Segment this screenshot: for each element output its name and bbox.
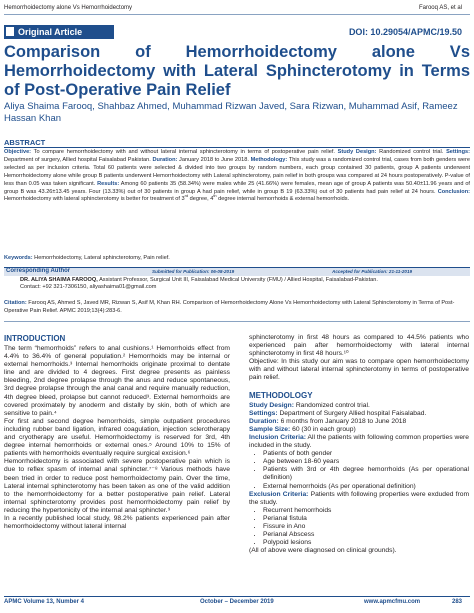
duration-label: Duration: xyxy=(152,156,178,163)
citation-divider xyxy=(4,321,470,322)
paper-title: Comparison of Hemorrhoidectomy alone Vs Hemorrhoidectomy with Lateral Sphincterotomy in Terms of Post-Operative Pain Relief xyxy=(4,43,470,99)
list-item: • Patients with 3rd or 4th degree hemorrhoids (As per operational definition) xyxy=(263,466,469,482)
methodology-heading: METHODOLOGY xyxy=(249,390,313,400)
methodology-text: This study was a randomized control trial, cases from both genders were selected as per inclusion criteria. Total 60 patients were selected & divided into two groups by random numbers, each group contained 30 patients, group A patients underwent Hemorrhoidectomy alone while group B patients underwent Hemorrhoidectomy with Lateral sphincterotomy, pain relief in both groups was compared at 24 hours postoperatively. P-value of less than 0.05 was taken significant. xyxy=(4,156,470,187)
design-label: Study Design: xyxy=(337,149,377,155)
methodology-label: Methodology: xyxy=(250,156,288,163)
running-header-left: Hemorrhoidectomy alone Vs Hemorrhoidectomy xyxy=(4,5,133,11)
citation-text: Farooq AS, Ahmed S, Javed MR, Rizwan S, Asif M, Khan RH. Comparison of Hemorrhoidectomy Alone Vs Hemorrhoidectomy with Lateral Sphincterotomy in Terms of Post-Operative Pain Relief. APMC 2019;13(4):283-6. xyxy=(4,300,455,314)
settings-line: Settings: Department of Surgery Allied hospital Faisalabad. xyxy=(249,409,427,417)
closing-note: (All of above were diagnosed on clinical grounds). xyxy=(249,547,397,555)
citation-block xyxy=(4,300,470,315)
inclusion-criteria-line: Inclusion Criteria: All the patients with following common properties were included in the study. xyxy=(249,433,469,450)
corresponding-author-label: Corresponding Author xyxy=(6,268,71,274)
sample-size-line: Sample Size: 60 (30 in each group) xyxy=(249,425,356,433)
list-item: • Perianal Abscess xyxy=(263,531,469,539)
submitted-date: Submitted for Publication: 06-08-2019 xyxy=(152,269,235,274)
objective-paragraph: Objective: In this study our aim was to compare open hemorrhoidectomy with and without lateral internal sphincterotomy in terms of postoperative pain relief. xyxy=(249,358,469,382)
article-type-label: Original Article xyxy=(18,27,83,37)
abstract-heading: ABSTRACT xyxy=(4,138,46,147)
duration-line: Duration: 6 months from January 2018 to June 2018 xyxy=(249,417,407,425)
duration-text: January 2018 to June 2018. xyxy=(179,156,249,163)
list-item: • External hemorrhoids (As per operational definition) xyxy=(263,483,469,491)
author-contact[interactable]: Contact: +92 321-7306150, aliyashaima01@gmail.com xyxy=(20,284,157,290)
intro-paragraph-2: For first and second degree hemorrhoids, simple outpatient procedures including rubber band ligation, infrared coagulation, injection sclerotherapy and cryotherapy are useful. Hemorrhoidectomy is reserved for 3rd, 4th degree internal hemorrhoids or external ones.⁵ Around 10% to 15% of patients with hemorrhoids eventually require surgical excision.⁶ xyxy=(4,417,230,458)
list-item: • Patients of both gender xyxy=(263,450,469,458)
abstract-body xyxy=(4,149,470,204)
keywords-line xyxy=(4,255,470,262)
conclusion-label: Conclusion: xyxy=(437,188,471,195)
list-item: • Recurrent hemorrhoids xyxy=(263,507,469,515)
exclusion-criteria-line: Exclusion Criteria: Patients with following properties were exduded from the study. xyxy=(249,490,470,506)
list-item: • Age between 18-60 years xyxy=(263,458,469,466)
footer-divider xyxy=(4,596,470,597)
conclusion-text: Hemorrhoidectomy with lateral sphincterotomy is better for treatment of 3rd degree, 4th degree internal hemorrhoids & external hemorrhoids. xyxy=(4,193,350,203)
running-header-right: Farooq AS, et al xyxy=(418,5,462,11)
doi-link[interactable]: DOI: 10.29054/APMC/19.50 xyxy=(348,27,462,37)
exclusion-list xyxy=(249,507,469,547)
list-item: • Fissure in Ano xyxy=(263,523,469,531)
design-text: Randomized control trial. xyxy=(379,149,444,155)
keywords-label: Keywords: xyxy=(4,255,33,261)
right-column xyxy=(249,334,469,555)
page-number: 283 xyxy=(451,599,462,605)
accepted-date: Accepted for Publication: 21-11-2019 xyxy=(332,269,413,274)
author-affiliation: Assistant Professor, Surgical Unit III, Faisalabad Medical University (FMU) / Allied Hospital, Faisalabad-Pakistan. xyxy=(99,277,378,283)
abstract-divider xyxy=(4,147,470,148)
footer-website-link[interactable]: www.apmcfmu.com xyxy=(364,599,421,605)
objective-label: Objective: xyxy=(4,149,32,155)
list-item: • Perianal fistula xyxy=(263,515,469,523)
keywords-text: Hemorrhoidectomy, Lateral sphincterotomy, Pain relief. xyxy=(34,255,170,261)
inclusion-list xyxy=(249,450,469,490)
author-list: Aliya Shaima Farooq, Shahbaz Ahmed, Muhammad Rizwan Javed, Sara Rizwan, Muhammad Asif, Rameez Hassan Khan xyxy=(4,101,458,124)
settings-label: Settings: xyxy=(446,149,470,155)
results-label: Results: xyxy=(97,180,120,187)
intro-continued-paragraph: sphincterotomy in first 48 hours as compared to 44.5% patients who experienced pain after hemorrhoidectomy with lateral internal sphincterotomy in first 48 hours.¹⁰ xyxy=(249,334,469,358)
results-text: Among 60 patients 35 (58.34%) were males while 25 (41.66%) were females, mean age of group A patients was 50.40±11.96 years and of group B was 43.26±13.45 years. Four (13.33%) out of 30 patients in group A had pain relief, while in group B 19 (63.33%) out of 30 patients had pain relief at 24 hours. xyxy=(4,180,470,195)
introduction-heading: INTRODUCTION xyxy=(4,334,66,343)
settings-text: Department of surgery, Allied hospital Faisalabad Pakistan. xyxy=(4,156,151,163)
footer-volume: APMC Volume 13, Number 4 xyxy=(4,599,84,605)
objective-text: To compare hemorrhoidectomy with and without lateral internal sphincterotomy in terms of postoperative pain relief. xyxy=(33,149,335,155)
study-design-line: Study Design: Randomized control trial. xyxy=(249,401,370,409)
intro-paragraph-4: In a recently published local study, 98.2% patients experienced pain after hemorrhoidectomy without lateral internal xyxy=(4,514,230,531)
header-divider xyxy=(4,14,470,15)
list-item: • Polypoid lesions xyxy=(263,539,469,547)
correspondence-details xyxy=(20,277,468,291)
author-name: DR. ALIYA SHAIMA FAROOQ, xyxy=(20,277,98,283)
citation-label: Citation: xyxy=(4,300,27,306)
badge-square-icon xyxy=(6,27,14,36)
intro-paragraph-3: Hemorrhoidectomy is associated with severe postoperative pain which is due to reflex spasm of internal anal sphincter.⁷⁻⁸ Various methods have been tried in order to reduce post hemorrhoidectomy pain. Over the time, Lateral internal sphincterotomy has been taken as one of the valid addition to the hemorrhoidectomy for a better postoperative pain relief. Lateral internal sphincterotomy provides post hemorrhoidectomy pain relief by reducing the hypertonicity of the internal anal sphincter.⁹ xyxy=(4,458,230,514)
intro-paragraph-1: The term “hemorrhoids” refers to anal cushions.¹ Hemorrhoids effect from 4.4% to 36.4% of general population.² Hemorrhoids may be internal or external hemorrhoids.³ Internal hemorrhoids originate proximal to dentate line and are divided to 4 degrees. First degree presents as painless bleeding, 2nd degree prolapse through the anus and reduce spontaneous, 3rd degree prolapse through the anal canal and require manually reduction, 4th degree bleed, prolapse but cannot reduced³. External hemorrhoids are covered proximately by anoderm and distally by skin, both of which are sensitive to pain.⁴ xyxy=(4,345,230,417)
footer-issue-date: October – December 2019 xyxy=(200,599,274,605)
left-column xyxy=(4,334,230,531)
